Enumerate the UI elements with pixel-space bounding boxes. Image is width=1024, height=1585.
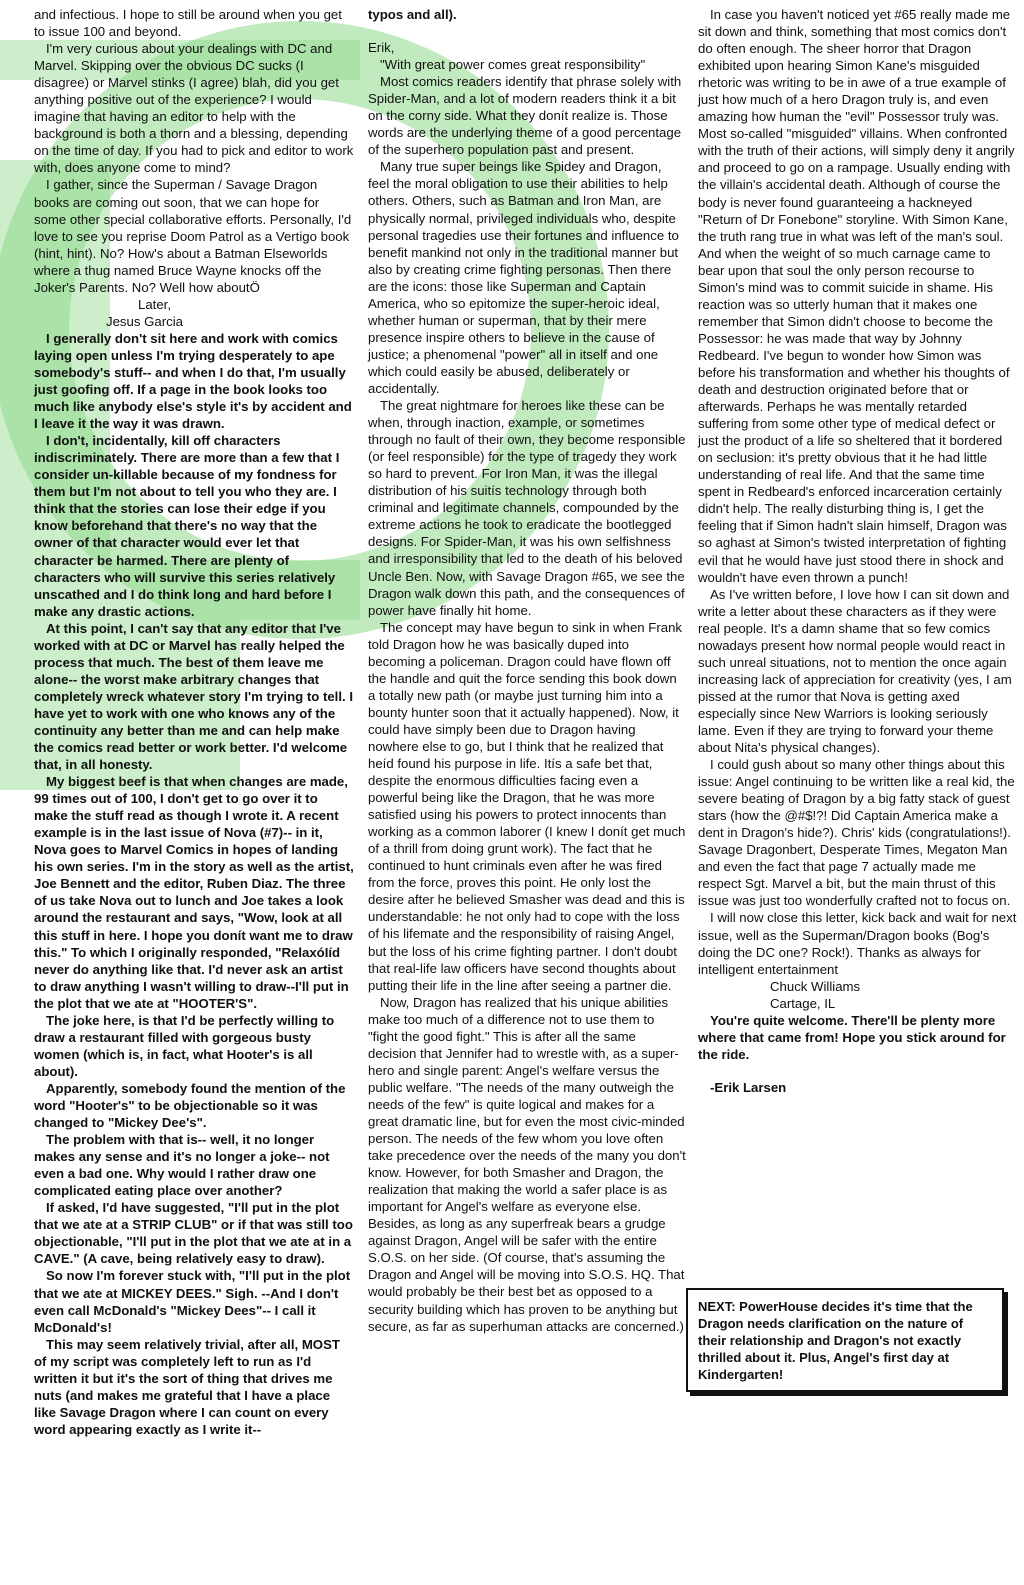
reply-paragraph: The problem with that is-- well, it no longer makes any sense and it's no longer a joke-- not even a bad one. Why would I rather draw one complicated eating place over another?	[34, 1132, 330, 1199]
letter-paragraph: I will now close this letter, kick back and wait for next issue, well as the Superman/Dragon books (Bog's doing the DC one? Rock!). Thanks as always for intelligent entertainment	[698, 910, 1017, 977]
reply-signoff: -Erik Larsen	[710, 1079, 787, 1095]
letter-paragraph: In case you haven't noticed yet #65 really made me sit down and think, something that most comics don't do often enough. The sheer horror that Dragon exhibited upon hearing Simon Kane's misguided rhetoric was writing to be in awe of a true example of just how much of a hero Dragon truly is, and even amazing how human the "evil" Possessor truly was. Most so-called "misguided" villains. When confronted with the truth of their actions, will simply deny it angrily and proceed to go on a rampage. Usually ending with the villain's accidental death. Although of course the body is never found guaranteeing a hackneyed "Return of Dr Fonebone" storyline. With Simon Kane, the truth rang true in what was left of the man's soul. And when the weight of so much carnage came to bear upon that soul the only person recourse to Simon's mind was to commit suicide in shame. His reaction was so utterly human that it makes one remember that Simon didn't choose to become the Possessor: he was made that way by Johnny Redbeard. I've begun to wonder how Simon was before his transformation and whether his thoughts of death and destruction originated before that or afterwards. Perhaps he was mentally retarded suffering from some other type of medical defect or just the product of a life so sheltered that it bordered on seclusion: it's pretty obvious that it he had little understanding of real life. And that the same time spent in Redbeard's enforced incarceration certainly didn't help. The really disturbing thing is, I get the feeling that if Simon hadn't slain himself, Dragon was so aghast at Simon's twisted interpretation of fighting evil that he would have just stood there in shock and wouldn't have even thrown a punch!	[698, 7, 1015, 585]
letters-column-2	[368, 6, 686, 1335]
letter-paragraph: Many true super beings like Spidey and Dragon, feel the moral obligation to use their abilities to help others. Others, such as Batman and Iron Man, are physically normal, privileged individuals who, despite personal tragedies use their fortunes and influence to benefit mankind not only in the traditional manner but also by creating crime fighting personas. Then there are the icons: those like Superman and Captain America, who so epitomize the super-heroic ideal, whether human or superman, that by their mere presence inspire others to believe in the cause of justice; a phenomenal "power" all in itself and one which could easily be abused, deliberately or accidentally.	[368, 159, 679, 396]
letter-paragraph: Now, Dragon has realized that his unique abilities make too much of a difference not to use them to "fight the good fight." This is after all the same decision that Jennifer had to wrestle with, as a super-hero and single parent: Angel's welfare versus the public welfare. "The needs of the many outweigh the needs of the few" is quite logical and makes for a great dramatic line, but for even the most civic-minded person. The needs of the few whom you love often take precedence over the needs of the many you don't know. However, for both Smasher and Dragon, the realization that making the world a safer place is as important for Angel's welfare as everyone else. Besides, as long as any superfreak bears a grudge against Dragon, Angel will be safer with the entire S.O.S. on her side. (Of course, that's assuming the Dragon and Angel will be moving into S.O.S. HQ. That would probably be their best bet as opposed to a security building which has proven to be anything but secure, as far as superhuman attacks are concerned.)	[368, 994, 686, 1334]
letters-column-1	[34, 6, 354, 1438]
next-issue-text: NEXT: PowerHouse decides it's time that the Dragon needs clarification on the nature of their relationship and Dragon's not exactly thrilled about it. Plus, Angel's first day at Kindergarten!	[698, 1299, 973, 1382]
letter-paragraph: The concept may have begun to sink in when Frank told Dragon how he was basically duped into becoming a policeman. Dragon could have flown off the handle and quit the force sending this book down a totally new path (or maybe just turning him into a bounty hunter soon that it actually happened). Now, it could have simply been due to Dragon having nowhere else to go, but I think that he realized that heíd found his purpose in life. Itís a safe bet that, despite the enormous difficulties facing even a powerful being like the Dragon, that he was more satisfied using his powers to protect innocents than working as a common laborer (I knew I donít get much of a thrill from doing grunt work). The fact that he continued to hunt criminals even after he was fired from the force, proves this point. He only lost the desire after he believed Smasher was dead and this is understandable: he not only had to cope with the loss of his lifemate and the responsibility of raising Angel, but the loss of his crime fighting partner. I don't doubt that real-life law officers have second thoughts about putting their life in the line after seeing a partner die.	[368, 619, 686, 993]
letter-paragraph: The great nightmare for heroes like these can be when, through inaction, example, or sometimes through no fault of their own, they become responsible (or feel responsible) for the type of tragedy they work so hard to prevent. For Iron Man, it was the illegal distribution of his suitís technology through both criminal and legitimate channels, compounded by the extreme actions he took to eradicate the bootlegged designs. For Spider-Man, it was his own selfishness and irresponsibility that led to the death of his beloved Uncle Ben. Now, with Savage Dragon #65, we see the Dragon walk down this path, and the consequences of power have finally hit home.	[368, 398, 686, 618]
letter-salutation: Erik,	[368, 40, 395, 56]
letter-paragraph: Most comics readers identify that phrase solely with Spider-Man, and a lot of modern readers think it a bit on the corny side. What they donít realize is. Those words are the underlying theme of a good percentage of the superhero population past and present.	[368, 74, 682, 158]
reply-paragraph: At this point, I can't say that any editor that I've worked with at DC or Marvel has really helped the process that much. The best of them leave me alone-- the worst make arbitrary changes that completely wreck whatever story I'm trying to tell. I have yet to work with one who knows any of the continuity any better than me and can help make the comics read better or work better. I'd welcome that, in all honesty.	[34, 620, 354, 773]
reply-paragraph: typos and all).	[368, 7, 457, 22]
letter-paragraph: and infectious. I hope to still be around when you get to issue 100 and beyond.	[34, 7, 342, 40]
letter-paragraph: I'm very curious about your dealings with DC and Marvel. Skipping over the obvious DC sucks (I disagree) or Marvel stinks (I agree) blah, did you get anything positive out of the experience? I would imagine that having an editor to help with the background is both a thorn and a blessing, depending on the time of day. If you had to pick and editor to work with, does anyone come to mind?	[34, 41, 354, 176]
letters-column-3	[698, 6, 1018, 1096]
reply-paragraph: So now I'm forever stuck with, "I'll put in the plot that we ate at MICKEY DEES." Sigh. --And I don't even call McDonald's "Mickey Dees"-- I call it McDonald's!	[34, 1268, 351, 1335]
reply-paragraph: The joke here, is that I'd be perfectly willing to draw a restaurant filled with gorgeous busty women (which is, in fact, what Hooter's is all about).	[34, 1012, 335, 1079]
letter-quote: "With great power comes great responsibility"	[380, 57, 646, 73]
letter-signature: Jesus Garcia	[106, 313, 183, 329]
reply-paragraph: My biggest beef is that when changes are made, 99 times out of 100, I don't get to go over it to make the stuff read as though I wrote it. A recent example is in the last issue of Nova (#7)-- in it, Nova goes to Marvel Comics in hopes of landing his own series. I'm in the story as well as the artist, Joe Bennett and the editor, Ruben Diaz. The three of us take Nova out to lunch and Joe takes a look around the restaurant and says, "Wow, look at all this stuff in here. I hope you donít want me to draw this." To which I originally responded, "RelaxóIíd never do anything like that. I'd never ask an artist to draw anything I wasn't willing to draw--I'll put in the plot that we ate at "HOOTER'S".	[34, 774, 354, 1011]
letter-location: Cartage, IL	[770, 995, 836, 1011]
reply-paragraph: I generally don't sit here and work with comics laying open unless I'm trying desperately to ape somebody's stuff-- and when I do that, I'm usually just goofing off. If a page in the book looks too much like anybody else's style it's by accident and I leave it the way it was drawn.	[34, 330, 352, 432]
letter-signoff: Later,	[138, 296, 171, 312]
reply-paragraph: If asked, I'd have suggested, "I'll put in the plot that we ate at a STRIP CLUB" or if that was still too objectionable, "I'll put in the plot that we ate at in a CAVE." (A cave, being relatively easy to draw).	[34, 1200, 353, 1267]
letter-signature: Chuck Williams	[770, 978, 861, 994]
letter-paragraph: I could gush about so many other things about this issue: Angel continuing to be written like a real kid, the severe beating of Dragon by a big fatty stack of guest stars (how the @#$!?! Did Captain America make a dent in Dragon's hide?). Chris' kids (congratulations!). Savage Dragonbert, Desperate Times, Megaton Man and even the fact that page 7 actually made me respect Sgt. Marvel a bit, but the main thrust of this issue was just too wonderfully crafted not to focus on.	[698, 757, 1015, 909]
reply-paragraph: This may seem relatively trivial, after all, MOST of my script was completely left to run as I'd written it but it's the sort of thing that drives me nuts (and makes me grateful that I have a place like Savage Dragon where I can count on every word appearing exactly as I write it--	[34, 1336, 340, 1437]
letter-paragraph: I gather, since the Superman / Savage Dragon books are coming out soon, that we can hope for some other special collaborative efforts. Personally, I'd love to see you reprise Doom Patrol as a Vertigo book (hint, hint). No? How's about a Batman Elseworlds where a thug named Bruce Wayne knocks off the Joker's Parents. No? Well how aboutÖ	[34, 177, 352, 295]
reply-paragraph: Apparently, somebody found the mention of the word "Hooter's" to be objectionable so it was changed to "Mickey Dee's".	[34, 1080, 346, 1131]
letter-paragraph: As I've written before, I love how I can sit down and write a letter about these characters as if they were real people. It's a damn shame that so few comics nowadays present how normal people would react in such unreal situations, not to mention the once again increasing lack of appreciation for creativity (yes, I am pissed at the rumor that Nova is getting axed especially since New Warriors is looking seriously lame. Even if they are trying to forward your theme about Nita's physical changes).	[698, 586, 1012, 756]
next-issue-box	[686, 1288, 1004, 1392]
reply-paragraph: I don't, incidentally, kill off characters indiscriminately. There are more than a few that I consider un-killable because of my fondness for them but I'm not about to tell you who they are. I think that the stories can lose their edge if you know beforehand that there's no way that the owner of that character would ever let that character be harmed. There are plenty of characters who will survive this series relatively unscathed and I do think long and hard before I make any drastic actions.	[34, 433, 340, 619]
reply-paragraph: You're quite welcome. There'll be plenty more where that came from! Hope you stick around for the ride.	[698, 1012, 1006, 1062]
